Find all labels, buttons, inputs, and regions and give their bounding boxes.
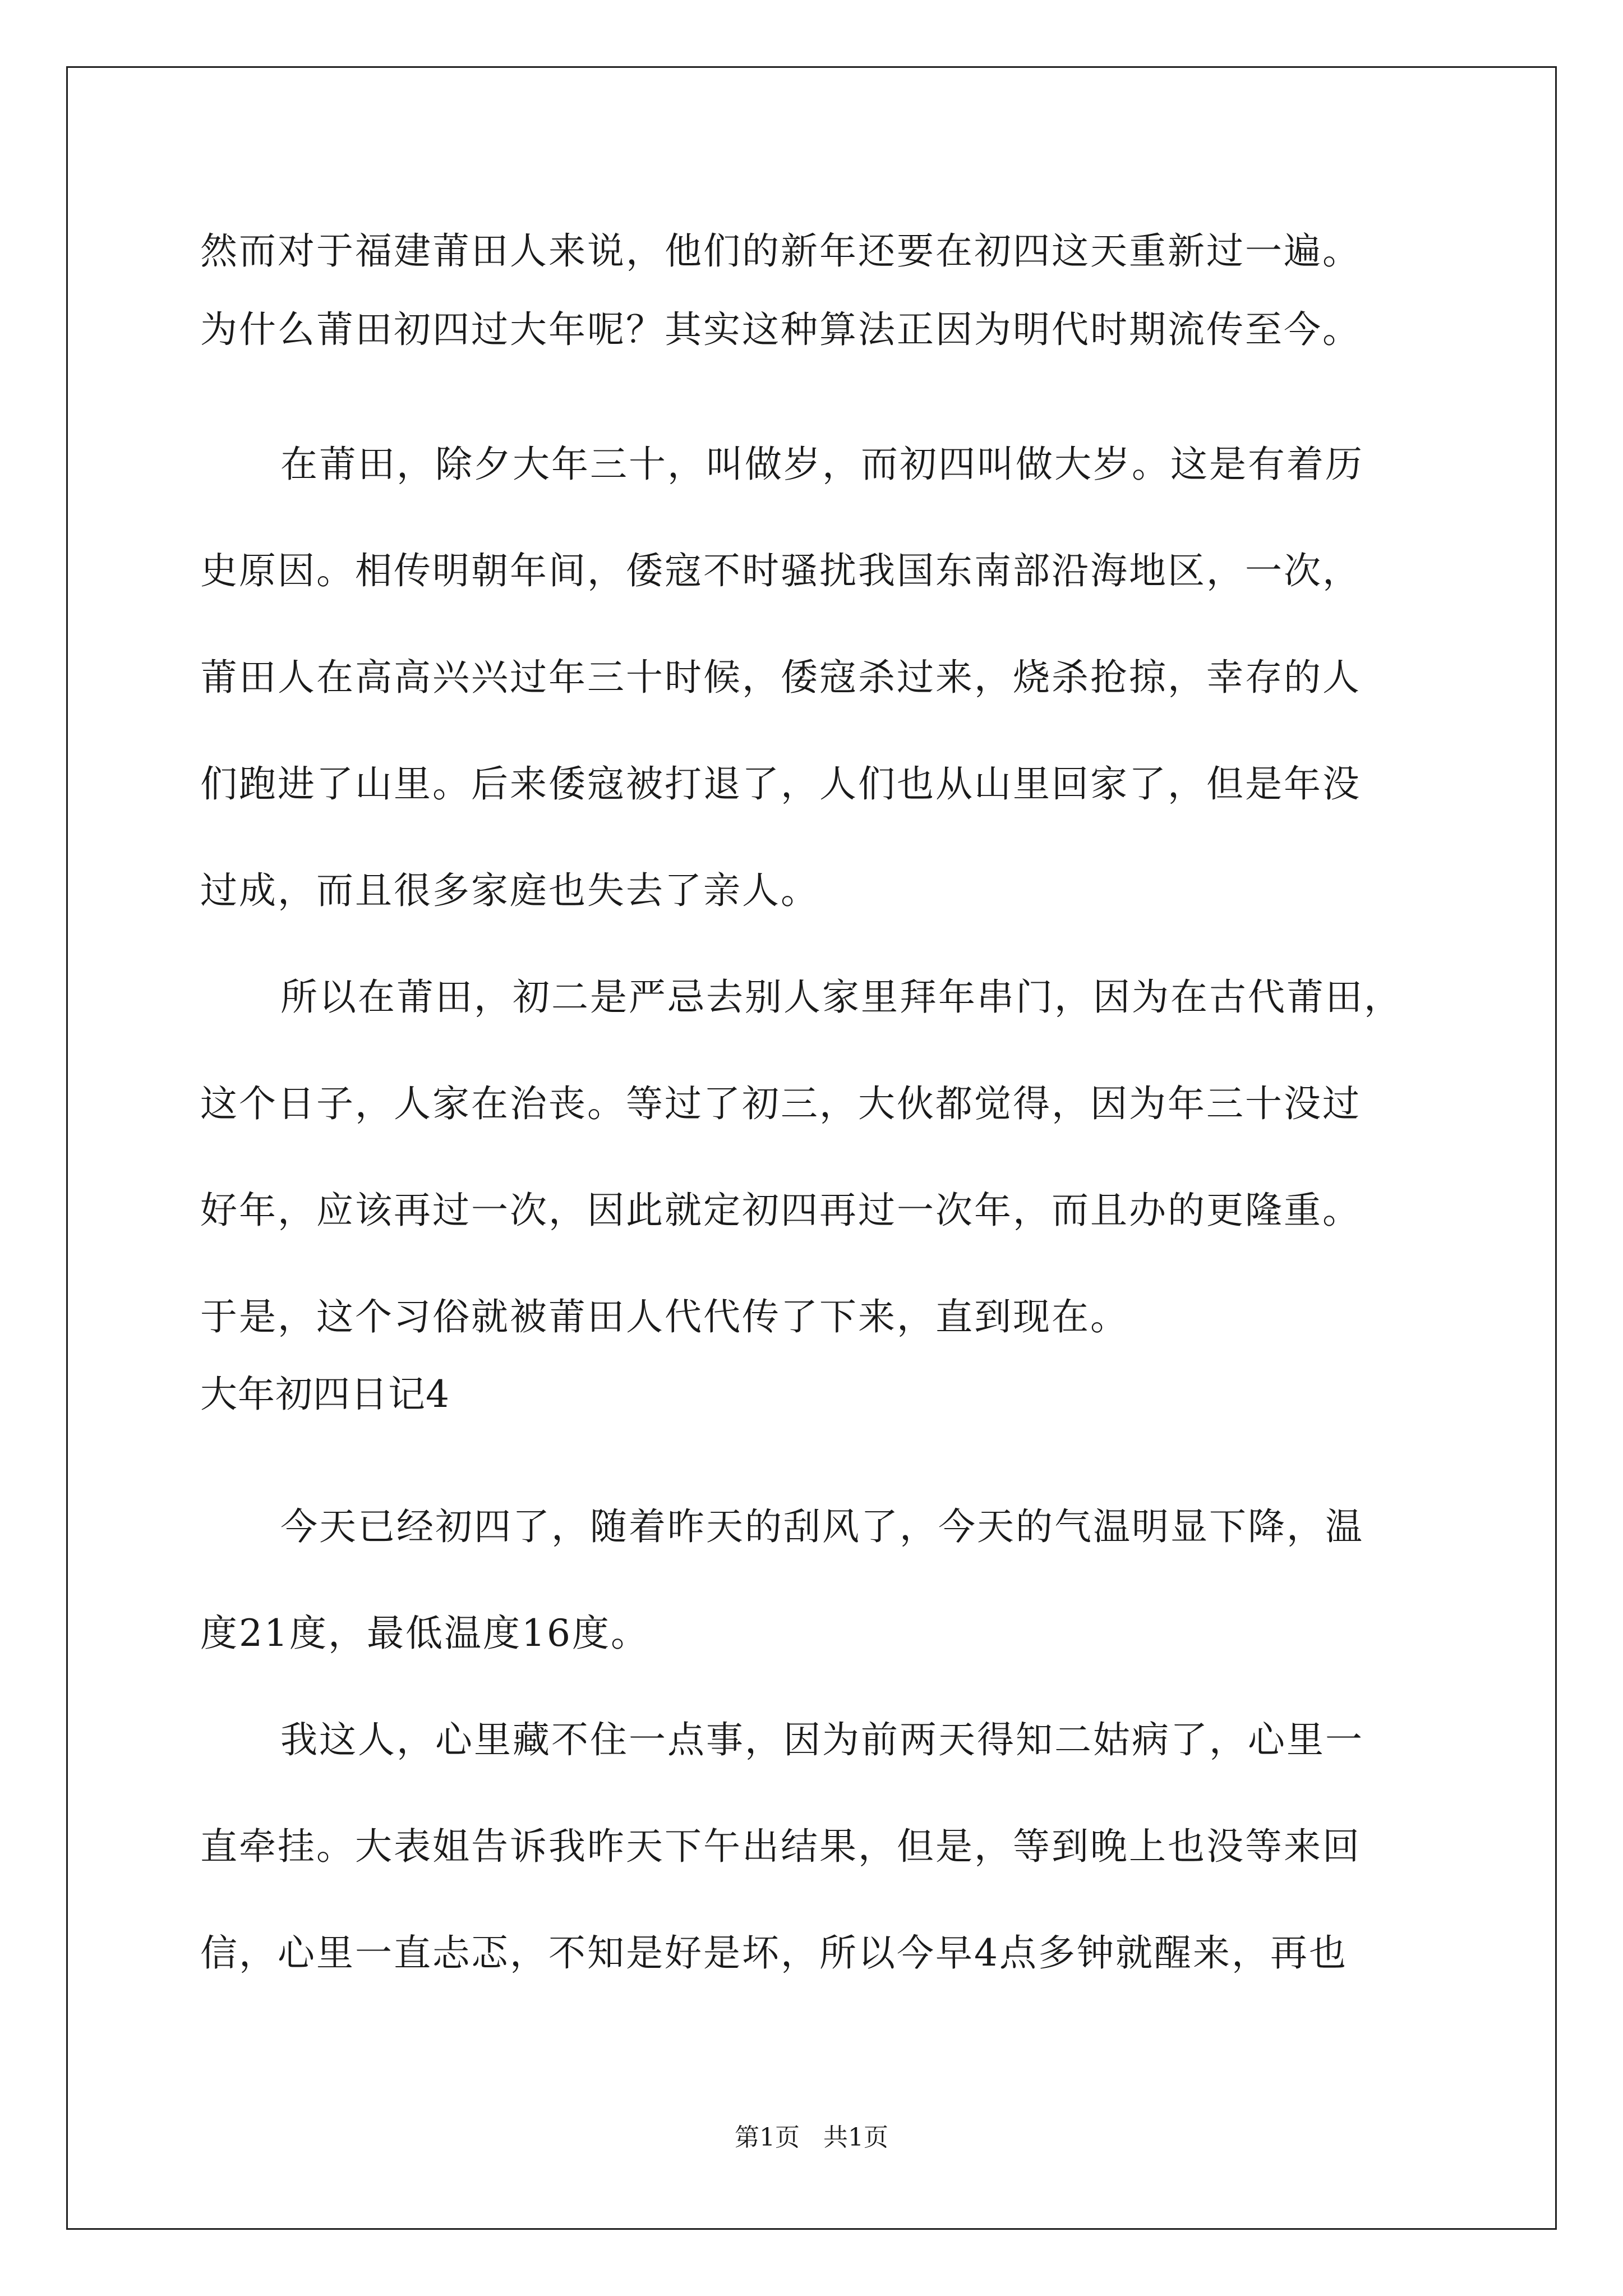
text-line: 所以在莆田，初二是严忌去别人家里拜年串门，因为在古代莆田， (280, 976, 1403, 1019)
text-line: 然而对于福建莆田人来说，他们的新年还要在初四这天重新过一遍。 (200, 229, 1361, 273)
text-line: 史原因。相传明朝年间，倭寇不时骚扰我国东南部沿海地区，一次， (200, 549, 1361, 592)
section-heading: 大年初四日记4 (200, 1373, 450, 1416)
text-line: 们跑进了山里。后来倭寇被打退了，人们也从山里回家了，但是年没 (200, 762, 1361, 806)
page-footer: 第1页 共1页 (735, 2123, 888, 2152)
text-line: 过成，而且很多家庭也失去了亲人。 (200, 869, 819, 912)
text-line: 今天已经初四了，随着昨天的刮风了，今天的气温明显下降，温 (280, 1505, 1364, 1548)
text-line: 直牵挂。大表姐告诉我昨天下午出结果，但是，等到晚上也没等来回 (200, 1825, 1361, 1868)
text-line: 好年，应该再过一次，因此就定初四再过一次年，而且办的更隆重。 (200, 1189, 1361, 1232)
text-line: 于是，这个习俗就被莆田人代代传了下来，直到现在。 (200, 1295, 1129, 1338)
text-line: 莆田人在高高兴兴过年三十时候，倭寇杀过来，烧杀抢掠，幸存的人 (200, 656, 1361, 699)
text-line: 我这人，心里藏不住一点事，因为前两天得知二姑病了，心里一 (280, 1718, 1364, 1761)
text-line: 信，心里一直忐忑，不知是好是坏，所以今早4点多钟就醒来，再也 (200, 1931, 1348, 1975)
text-line: 为什么莆田初四过大年呢？其实这种算法正因为明代时期流传至今。 (200, 308, 1361, 351)
text-line: 这个日子，人家在治丧。等过了初三，大伙都觉得，因为年三十没过 (200, 1082, 1361, 1125)
text-line: 度21度，最低温度16度。 (200, 1612, 649, 1655)
text-line: 在莆田，除夕大年三十，叫做岁，而初四叫做大岁。这是有着历 (280, 443, 1364, 486)
page-border (66, 66, 1557, 2230)
